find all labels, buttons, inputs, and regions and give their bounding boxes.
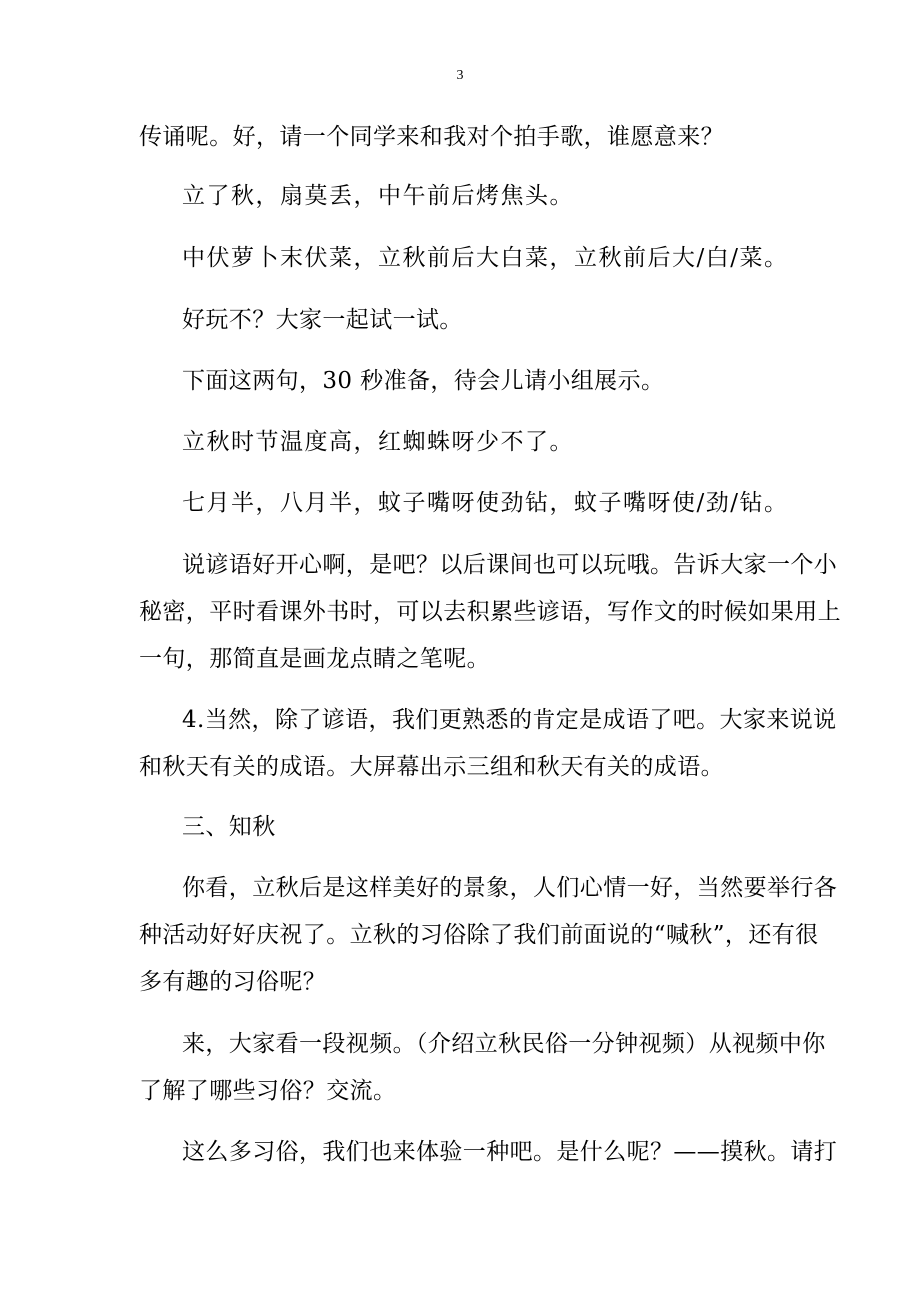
paragraph-line: 你看，立秋后是这样美好的景象，人们心情一好，当然要举行各 (182, 875, 838, 901)
paragraph-line: 和秋天有关的成语。大屏幕出示三组和秋天有关的成语。 (139, 754, 724, 780)
proverb-line: 中伏萝卜末伏菜，立秋前后大白菜，立秋前后大/白/菜。 (182, 245, 789, 271)
proverb-line: 立了秋，扇莫丢，中午前后烤焦头。 (182, 183, 574, 209)
paragraph-line: 4.当然，除了谚语，我们更熟悉的肯定是成语了吧。大家来说说 (182, 707, 837, 733)
page-number: 3 (456, 68, 464, 83)
paragraph-line: 下面这两句，30 秒准备，待会儿请小组展示。 (182, 368, 665, 394)
paragraph-line: 好玩不？大家一起试一试。 (182, 307, 463, 333)
paragraph-line: 了解了哪些习俗？交流。 (139, 1078, 397, 1104)
proverb-line: 立秋时节温度高，红蜘蛛呀少不了。 (182, 429, 574, 455)
proverb-line: 七月半，八月半，蚊子嘴呀使劲钻，蚊子嘴呀使/劲/钻。 (182, 490, 789, 516)
paragraph-line: 传诵呢。好，请一个同学来和我对个拍手歌，谁愿意来？ (139, 124, 724, 150)
paragraph-line: 多有趣的习俗呢？ (139, 969, 327, 995)
paragraph-line: 这么多习俗，我们也来体验一种吧。是什么呢？——摸秋。请打 (182, 1139, 838, 1165)
paragraph-line: 说谚语好开心啊，是吧？以后课间也可以玩哦。告诉大家一个小 (182, 552, 838, 578)
section-heading: 三、知秋 (182, 814, 276, 840)
paragraph-line: 来，大家看一段视频。（介绍立秋民俗一分钟视频）从视频中你 (182, 1031, 826, 1057)
paragraph-line: 一句，那简直是画龙点睛之笔呢。 (139, 646, 490, 672)
paragraph-line: 种活动好好庆祝了。立秋的习俗除了我们前面说的“喊秋”，还有很 (139, 922, 819, 948)
paragraph-line: 秘密，平时看课外书时，可以去积累些谚语，写作文的时候如果用上 (139, 599, 841, 625)
